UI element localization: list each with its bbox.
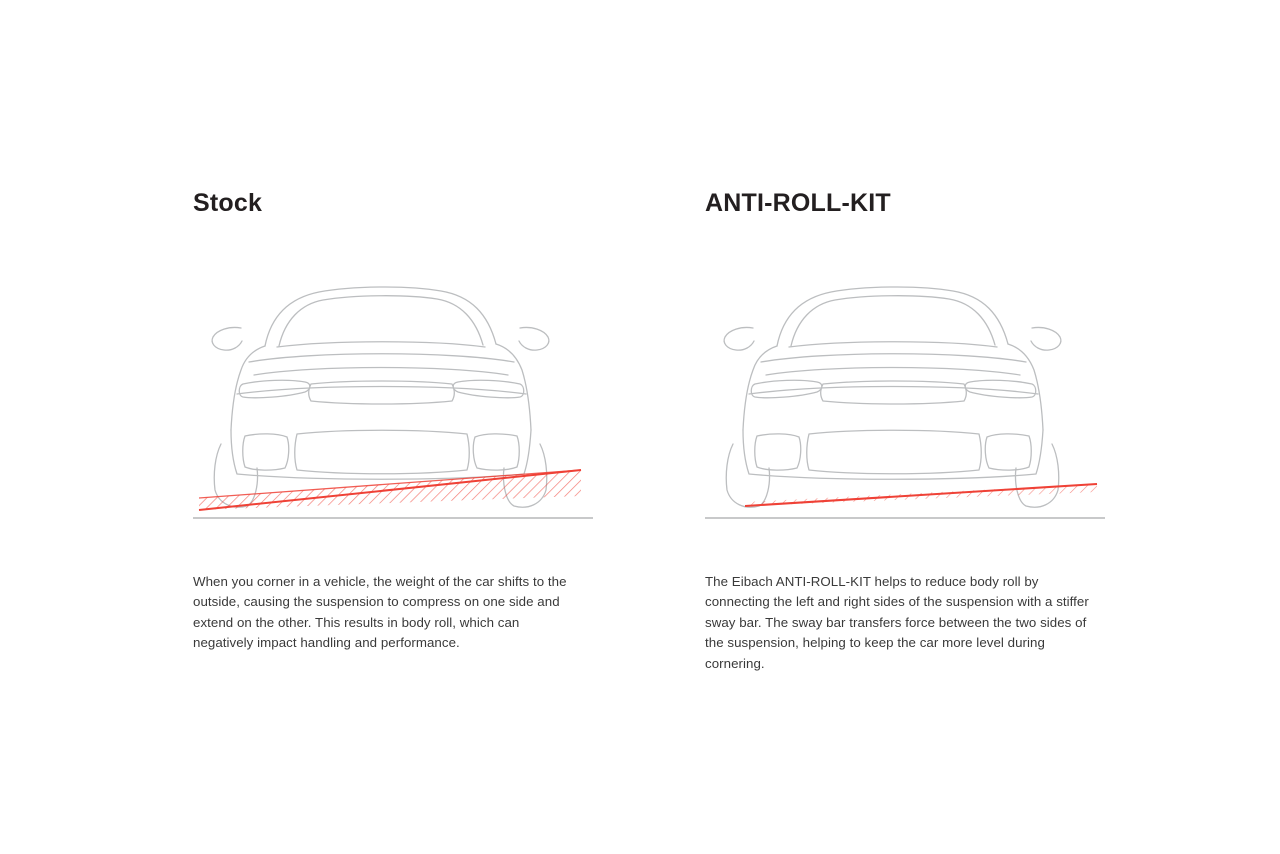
panel-anti-roll-kit — [705, 190, 1205, 688]
front-view-car-anti-roll-kit — [705, 234, 1105, 524]
front-view-car-stock — [193, 234, 593, 524]
caption-stock: When you corner in a vehicle, the weight of the car shifts to the outside, causing the suspension to compress on one side and extend on the other. This results in body roll, which can negatively impact handling and performance. — [193, 573, 567, 651]
body-roll-indicator-anti-roll-kit — [745, 484, 1097, 506]
car-body-outline — [724, 286, 1061, 506]
panel-title-stock: Stock — [193, 189, 263, 217]
car-body-outline — [212, 286, 549, 506]
panel-stock — [193, 190, 693, 688]
caption-anti-roll-kit: The Eibach ANTI-ROLL-KIT helps to reduce body roll by connecting the left and right sides of the suspension with a stiffer sway bar. The sway bar transfers force between the two sides of the suspension, helping to keep the car more level during cornering. — [705, 573, 1089, 671]
panel-container — [0, 190, 1280, 688]
panel-title-anti-roll-kit: ANTI-ROLL-KIT — [705, 189, 891, 217]
